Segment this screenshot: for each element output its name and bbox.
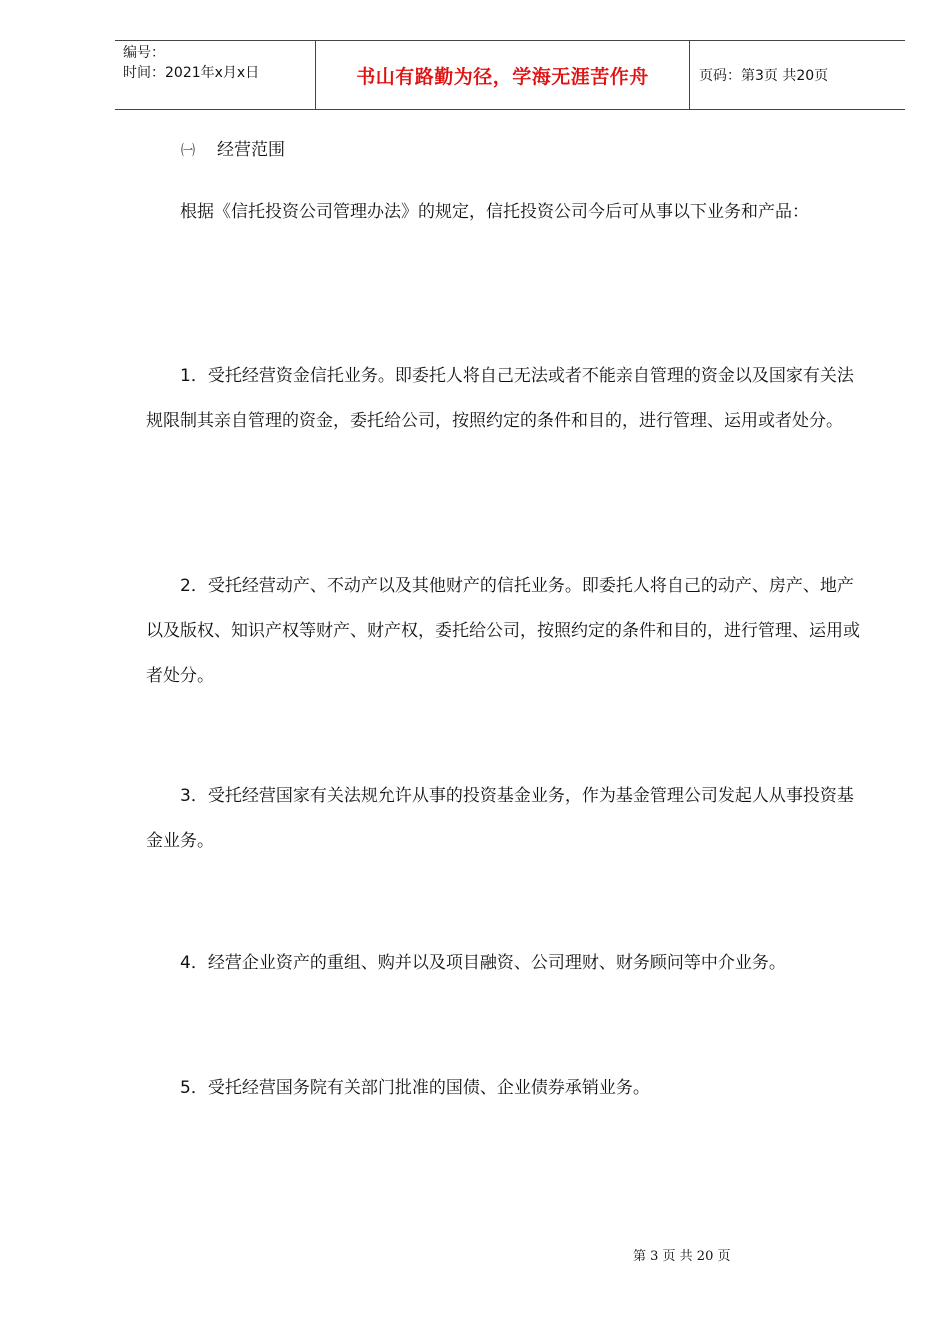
section-heading bbox=[181, 130, 285, 171]
date-label: 时间：2021年x月x日 bbox=[123, 65, 260, 81]
header-motto: 书山有路勤为径，学海无涯苦作舟 bbox=[316, 41, 690, 109]
page-header bbox=[115, 40, 905, 110]
header-meta bbox=[115, 41, 316, 109]
section-title: 经营范围 bbox=[217, 140, 285, 160]
list-item-1: 1．受托经营资金信托业务。即委托人将自己无法或者不能亲自管理的资金以及国家有关法规限制其亲自管理的资金，委托给公司，按照约定的条件和目的，进行管理、运用或者处分。 bbox=[146, 366, 854, 431]
section-marker: ㈠ bbox=[181, 143, 195, 159]
list-item-5: 5．受托经营国务院有关部门批准的国债、企业债券承销业务。 bbox=[180, 1078, 650, 1098]
list-item-4: 4．经营企业资产的重组、购并以及项目融资、公司理财、财务顾问等中介业务。 bbox=[180, 953, 786, 973]
header-page-label: 页码：第3页 共20页 bbox=[699, 68, 829, 84]
number-label: 编号： bbox=[123, 45, 165, 61]
list-item-2: 2．受托经营动产、不动产以及其他财产的信托业务。即委托人将自己的动产、房产、地产以及版权、知识产权等财产、财产权，委托给公司，按照约定的条件和目的，进行管理、运用或者处分。 bbox=[146, 576, 860, 686]
list-item-3: 3．受托经营国家有关法规允许从事的投资基金业务，作为基金管理公司发起人从事投资基金业务。 bbox=[146, 786, 854, 851]
intro-paragraph: 根据《信托投资公司管理办法》的规定，信托投资公司今后可从事以下业务和产品： bbox=[180, 202, 809, 222]
page-footer: 第 3 页 共 20 页 bbox=[633, 1249, 731, 1264]
